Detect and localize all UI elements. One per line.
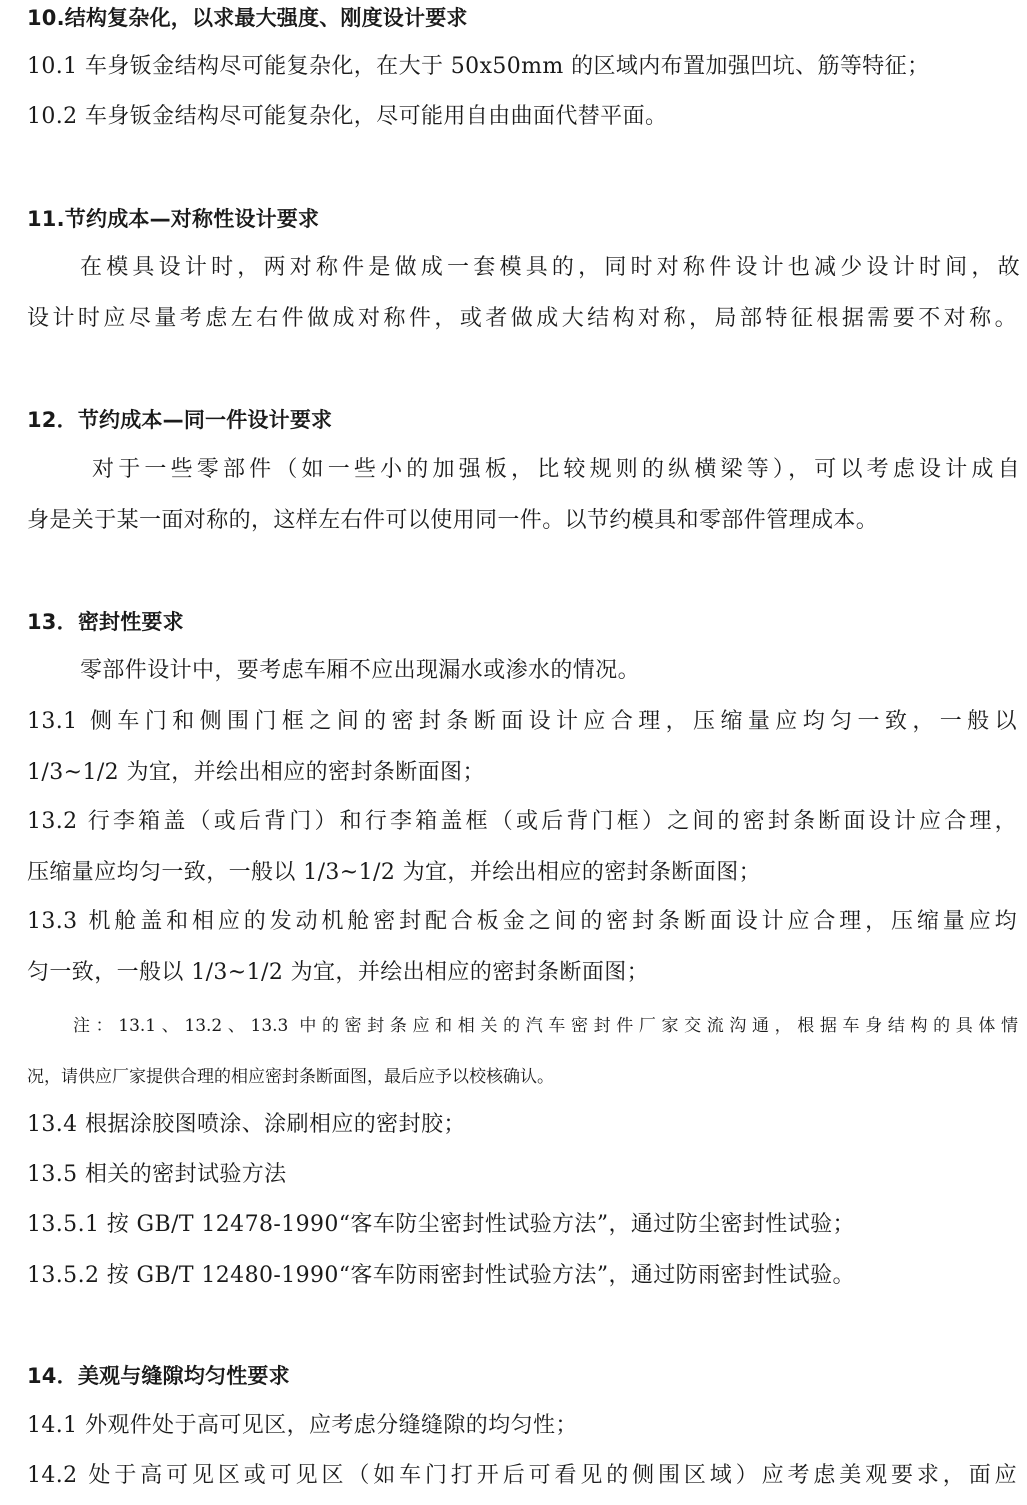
section-11-text-line-1: 在模具设计时，两对称件是做成一套模具的，同时对称件设计也减少设计时间，故 bbox=[80, 255, 1020, 280]
section-11-heading: 11.节约成本—对称性设计要求 bbox=[27, 207, 320, 231]
section-12-heading: 12．节约成本—同一件设计要求 bbox=[27, 408, 333, 432]
section-10-heading: 10.结构复杂化，以求最大强度、刚度设计要求 bbox=[27, 6, 468, 30]
section-13-4-text: 13.4 根据涂胶图喷涂、涂刷相应的密封胶； bbox=[27, 1112, 466, 1137]
section-13-5-2-text: 13.5.2 按 GB/T 12480-1990“客车防雨密封性试验方法”，通过防雨密封性试验。 bbox=[27, 1263, 855, 1288]
section-13-note-line-2: 况，请供应厂家提供合理的相应密封条断面图，最后应予以校核确认。 bbox=[27, 1067, 554, 1087]
section-13-note-line-1: 注：13.1、13.2、13.3 中的密封条应和相关的汽车密封件厂家交流沟通，根据车身结构的具体情 bbox=[73, 1016, 1018, 1036]
section-13-5-text: 13.5 相关的密封试验方法 bbox=[27, 1162, 287, 1187]
section-11-text-line-2: 设计时应尽量考虑左右件做成对称件，或者做成大结构对称，局部特征根据需要不对称。 bbox=[27, 306, 1017, 331]
section-10-1-text: 10.1 车身钣金结构尽可能复杂化，在大于 50x50mm 的区域内布置加强凹坑、筋等特征； bbox=[27, 54, 930, 79]
section-10-2-text: 10.2 车身钣金结构尽可能复杂化，尽可能用自由曲面代替平面。 bbox=[27, 104, 668, 129]
section-13-2-line-1: 13.2 行李箱盖（或后背门）和行李箱盖框（或后背门框）之间的密封条断面设计应合理， bbox=[27, 809, 1017, 834]
section-13-heading: 13．密封性要求 bbox=[27, 610, 184, 634]
section-14-heading: 14．美观与缝隙均匀性要求 bbox=[27, 1364, 290, 1388]
section-13-intro: 零部件设计中，要考虑车厢不应出现漏水或渗水的情况。 bbox=[80, 658, 641, 683]
section-13-3-line-2: 匀一致，一般以 1/3~1/2 为宜，并绘出相应的密封条断面图； bbox=[27, 960, 650, 985]
section-12-text-line-2: 身是关于某一面对称的，这样左右件可以使用同一件。以节约模具和零部件管理成本。 bbox=[27, 508, 879, 533]
section-13-2-line-2: 压缩量应均匀一致，一般以 1/3~1/2 为宜，并绘出相应的密封条断面图； bbox=[27, 860, 762, 885]
section-12-text-line-1: 对于一些零部件（如一些小的加强板，比较规则的纵横梁等），可以考虑设计成自 bbox=[92, 457, 1020, 482]
section-14-2-text: 14.2 处于高可见区或可见区（如车门打开后可看见的侧围区域）应考虑美观要求，面应 bbox=[27, 1463, 1017, 1488]
section-14-1-text: 14.1 外观件处于高可见区，应考虑分缝缝隙的均匀性； bbox=[27, 1413, 578, 1438]
section-13-1-line-2: 1/3~1/2 为宜，并绘出相应的密封条断面图； bbox=[27, 760, 485, 785]
section-13-1-line-1: 13.1 侧车门和侧围门框之间的密封条断面设计应合理，压缩量应均匀一致，一般以 bbox=[27, 709, 1017, 734]
section-13-3-line-1: 13.3 机舱盖和相应的发动机舱密封配合板金之间的密封条断面设计应合理，压缩量应均 bbox=[27, 909, 1017, 934]
section-13-5-1-text: 13.5.1 按 GB/T 12478-1990“客车防尘密封性试验方法”，通过防尘密封性试验； bbox=[27, 1212, 855, 1237]
